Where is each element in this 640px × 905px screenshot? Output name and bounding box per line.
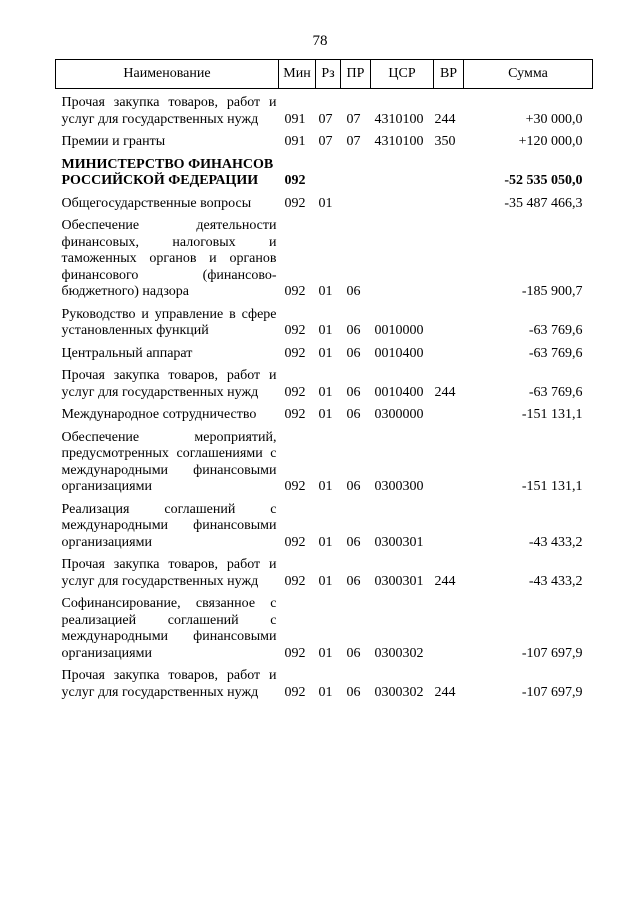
cell-name: Прочая закупка товаров, работ и услуг для государственных нужд [61, 368, 277, 400]
cell-name: Обеспечение мероприятий, предусмотренных соглашениями с международными финансовыми организациями [61, 429, 277, 494]
header-vr: ВР [434, 60, 464, 89]
table-row [56, 424, 593, 496]
cell-csr [371, 151, 434, 190]
cell-min: 091 [284, 111, 306, 127]
cell-pr: 07 [346, 134, 361, 149]
cell-csr: 4310100 [374, 134, 424, 149]
cell-name: Руководство и управление в сфере установленных функций [61, 306, 277, 338]
table-row [56, 662, 593, 701]
header-name: Наименование [56, 60, 279, 89]
cell-pr: 06 [346, 323, 361, 338]
cell-rz: 01 [318, 407, 333, 422]
cell-name: Международное сотрудничество [61, 407, 257, 422]
cell-sum: -43 433,2 [528, 573, 583, 589]
cell-csr: 0300302 [374, 645, 424, 661]
cell-name: Прочая закупка товаров, работ и услуг для государственных нужд [61, 668, 277, 700]
cell-name: Центральный аппарат [61, 345, 193, 361]
cell-min: 092 [284, 323, 306, 338]
cell-min: 092 [284, 173, 306, 188]
cell-rz: 01 [318, 384, 333, 400]
cell-min: 092 [284, 345, 306, 361]
cell-vr [434, 301, 464, 340]
cell-pr: 06 [346, 573, 361, 589]
table-row [56, 590, 593, 662]
header-csr: ЦСР [371, 60, 434, 89]
cell-vr [434, 190, 464, 213]
cell-csr: 0300300 [374, 479, 424, 494]
cell-name: Прочая закупка товаров, работ и услуг для государственных нужд [61, 95, 277, 127]
cell-csr: 0300302 [374, 684, 424, 700]
header-sum: Сумма [464, 60, 593, 89]
cell-vr: 244 [434, 573, 456, 589]
cell-csr: 0300301 [374, 534, 424, 550]
cell-pr: 06 [346, 384, 361, 400]
cell-name: Софинансирование, связанное с реализацией соглашений с международными финансовыми организациями [61, 596, 277, 661]
header-pr: ПР [341, 60, 371, 89]
cell-rz: 01 [318, 284, 333, 299]
cell-rz: 01 [318, 645, 333, 661]
cell-pr: 06 [346, 645, 361, 661]
table-row [56, 401, 593, 424]
cell-min: 092 [284, 684, 306, 700]
cell-csr: 0010400 [374, 384, 424, 400]
cell-pr: 06 [346, 284, 361, 299]
cell-vr [434, 424, 464, 496]
cell-pr: 07 [346, 111, 361, 127]
cell-min: 092 [284, 573, 306, 589]
cell-vr [434, 401, 464, 424]
budget-table [55, 59, 593, 701]
cell-rz: 01 [318, 195, 333, 211]
cell-vr: 244 [434, 684, 456, 700]
cell-min: 091 [284, 134, 306, 149]
cell-rz: 01 [318, 534, 333, 550]
cell-sum: -151 131,1 [521, 407, 583, 422]
cell-csr: 0300000 [374, 407, 424, 422]
table-row [56, 212, 593, 301]
cell-csr [371, 190, 434, 213]
cell-rz: 07 [318, 111, 333, 127]
cell-min: 092 [284, 284, 306, 299]
cell-pr: 06 [346, 684, 361, 700]
table-row [56, 151, 593, 190]
cell-sum: -107 697,9 [521, 645, 583, 661]
cell-pr: 06 [346, 534, 361, 550]
cell-pr: 06 [346, 345, 361, 361]
table-row [56, 340, 593, 363]
cell-sum: -63 769,6 [528, 384, 583, 400]
table-row [56, 551, 593, 590]
cell-sum: -151 131,1 [521, 479, 583, 494]
cell-min: 092 [284, 384, 306, 400]
cell-name: Прочая закупка товаров, работ и услуг для государственных нужд [61, 557, 277, 589]
cell-csr: 0300301 [374, 573, 424, 589]
table-row [56, 128, 593, 151]
cell-csr: 0010400 [374, 345, 424, 361]
cell-sum: -63 769,6 [528, 323, 583, 338]
cell-sum: -43 433,2 [528, 534, 583, 550]
cell-pr: 06 [346, 407, 361, 422]
cell-sum: +30 000,0 [525, 111, 583, 127]
cell-vr [434, 340, 464, 363]
cell-min: 092 [284, 407, 306, 422]
cell-vr [434, 590, 464, 662]
cell-rz: 01 [318, 479, 333, 494]
table-row [56, 362, 593, 401]
cell-name: Премии и гранты [61, 134, 166, 149]
cell-csr: 0010000 [374, 323, 424, 338]
table-row [56, 190, 593, 213]
table-row [56, 89, 593, 129]
cell-name: МИНИСТЕРСТВО ФИНАНСОВ РОССИЙСКОЙ ФЕДЕРАЦИИ [61, 156, 274, 188]
cell-csr: 4310100 [374, 111, 424, 127]
cell-vr [434, 212, 464, 301]
cell-sum: -52 535 050,0 [504, 173, 583, 188]
cell-min: 092 [284, 479, 306, 494]
cell-name: Обеспечение деятельности финансовых, налоговых и таможенных органов и органов финансового (финансово-бюджетного) надзора [61, 218, 277, 299]
cell-rz: 07 [318, 134, 333, 149]
cell-pr: 06 [346, 479, 361, 494]
cell-pr [341, 190, 371, 213]
cell-min: 092 [284, 534, 306, 550]
cell-pr [341, 151, 371, 190]
cell-vr [434, 496, 464, 552]
cell-vr: 244 [434, 384, 456, 400]
cell-rz: 01 [318, 573, 333, 589]
cell-vr [434, 151, 464, 190]
header-min: Мин [279, 60, 316, 89]
table-header-row [56, 60, 593, 89]
cell-sum: +120 000,0 [518, 134, 583, 149]
cell-vr: 350 [434, 134, 456, 149]
table-row [56, 301, 593, 340]
header-rz: Рз [316, 60, 341, 89]
cell-sum: -63 769,6 [528, 345, 583, 361]
cell-sum: -35 487 466,3 [504, 195, 583, 211]
cell-sum: -107 697,9 [521, 684, 583, 700]
cell-min: 092 [284, 645, 306, 661]
page-number: 78 [312, 33, 328, 49]
cell-min: 092 [284, 195, 306, 211]
cell-sum: -185 900,7 [521, 284, 583, 299]
cell-vr: 244 [434, 111, 456, 127]
cell-rz: 01 [318, 345, 333, 361]
cell-rz [316, 151, 341, 190]
table-row [56, 496, 593, 552]
cell-csr [371, 212, 434, 301]
cell-name: Реализация соглашений с международными финансовыми организациями [61, 501, 277, 550]
cell-rz: 01 [318, 684, 333, 700]
cell-name: Общегосударственные вопросы [61, 195, 252, 211]
cell-rz: 01 [318, 323, 333, 338]
